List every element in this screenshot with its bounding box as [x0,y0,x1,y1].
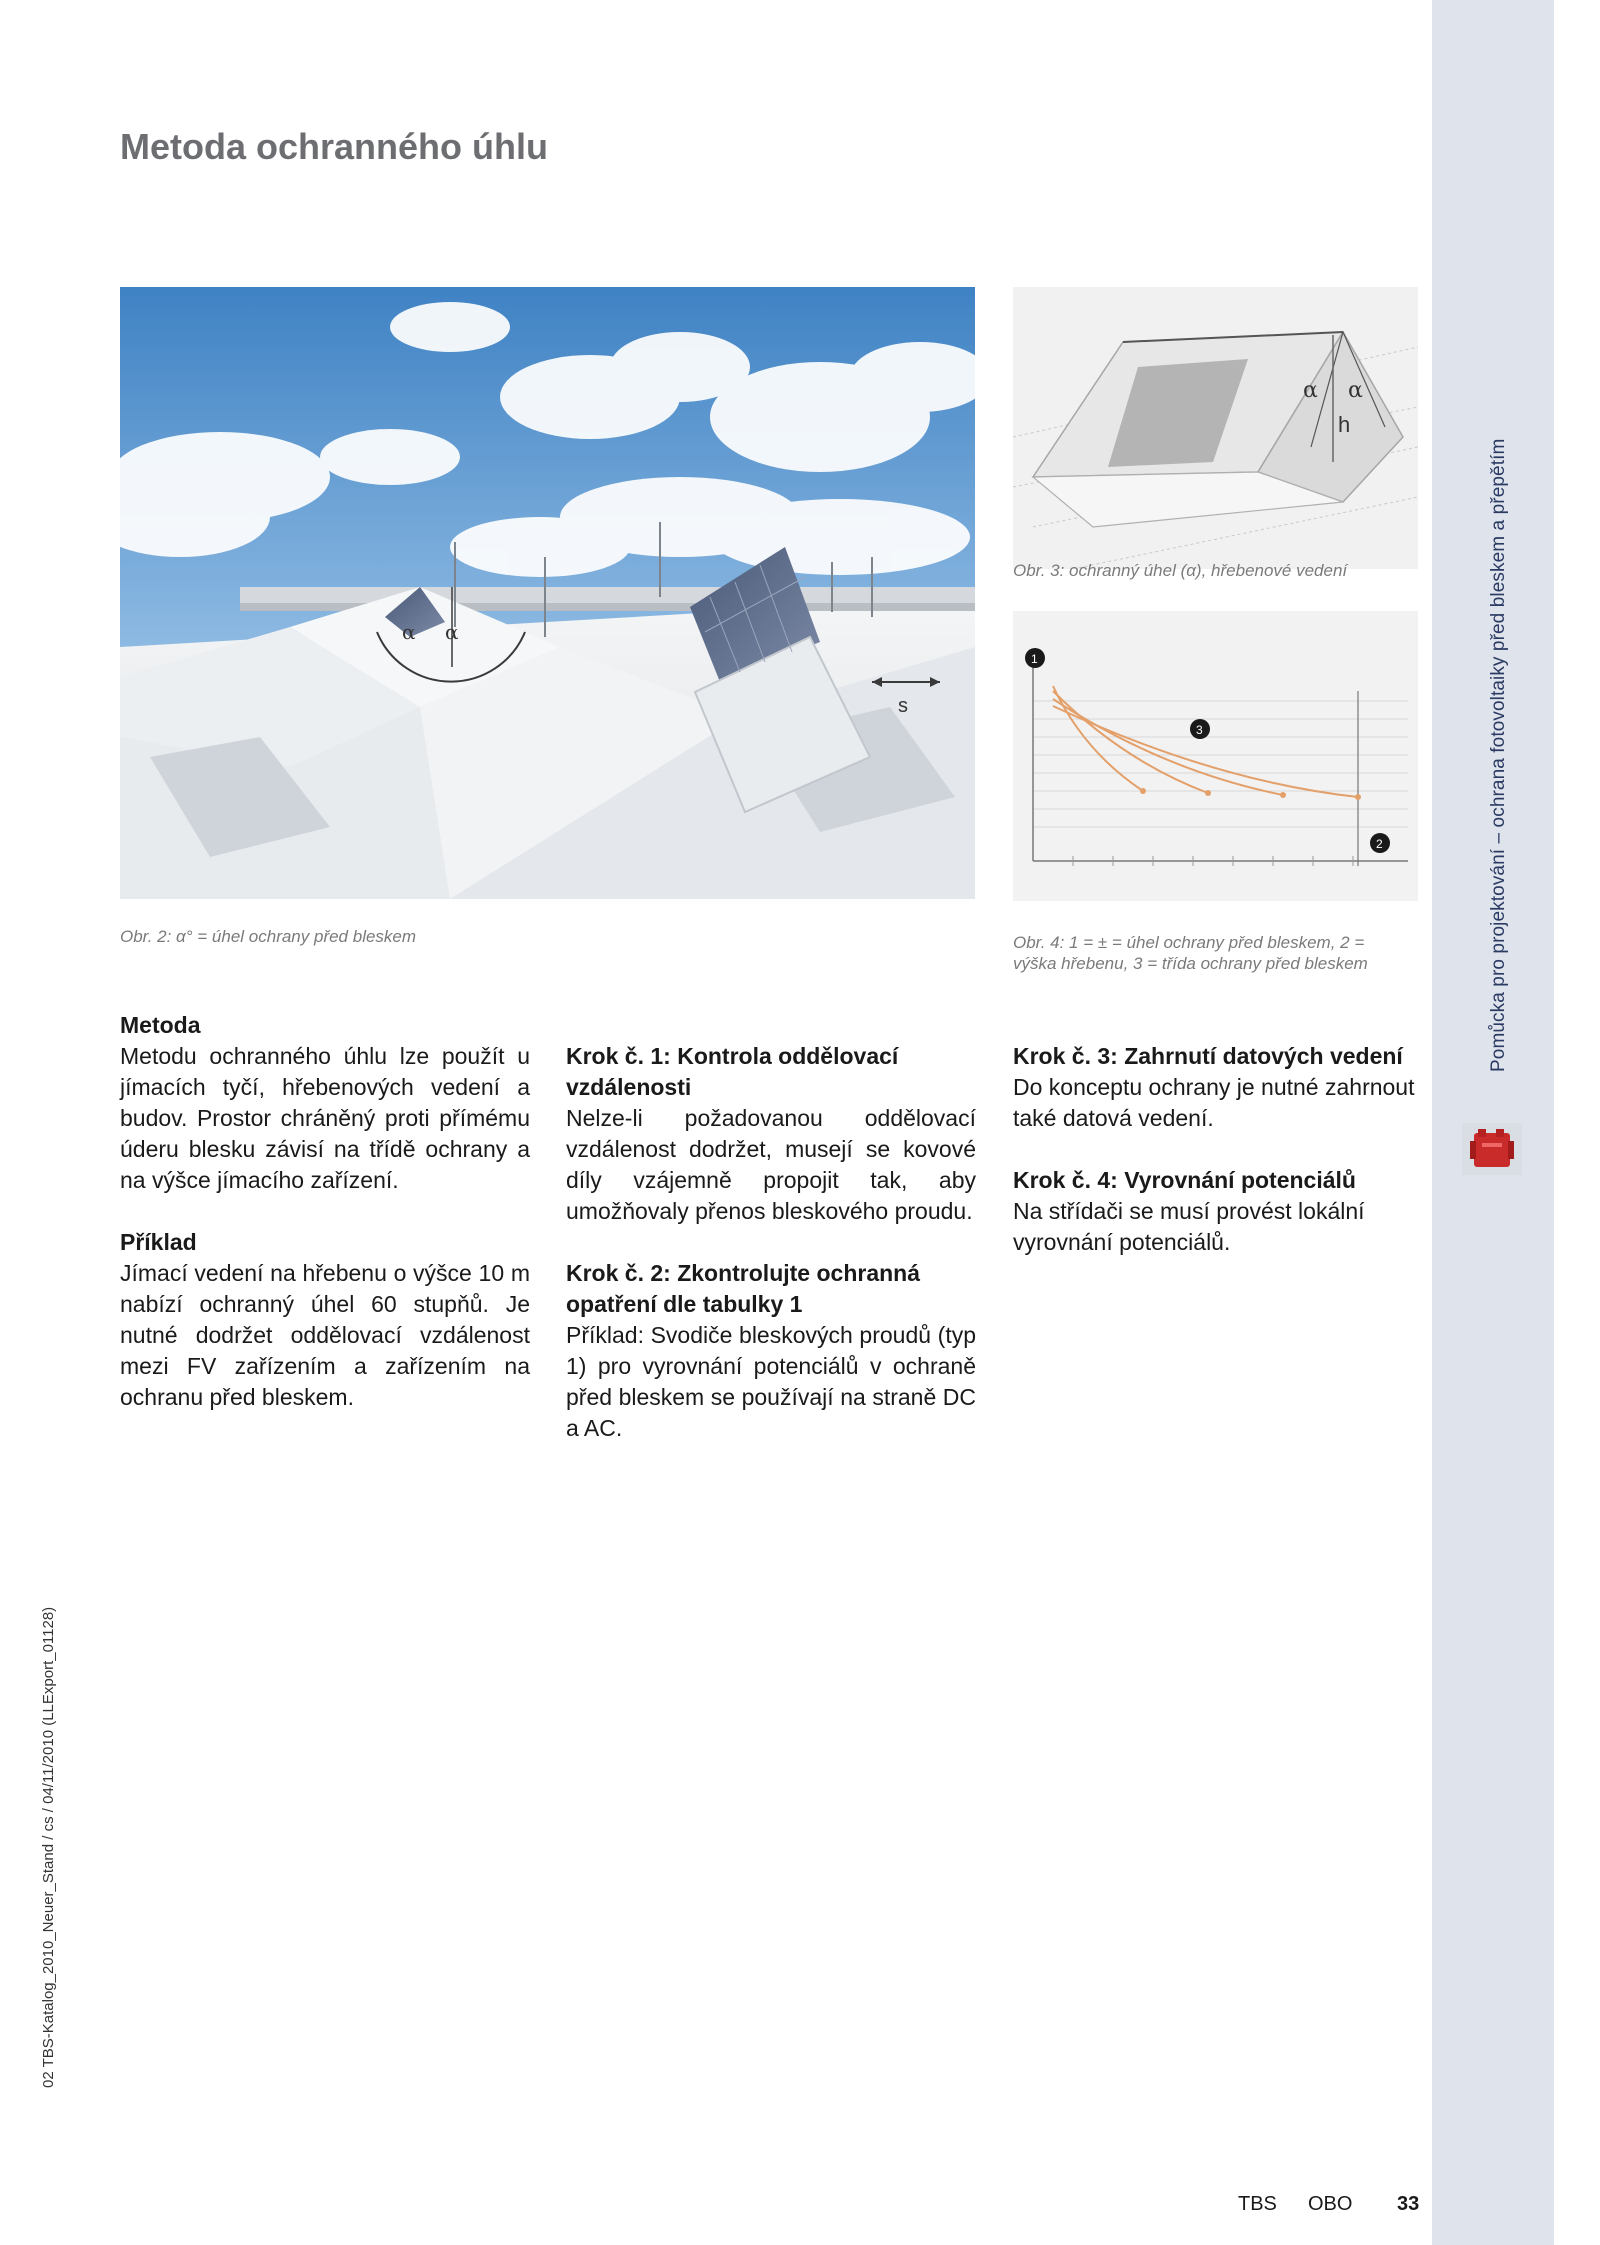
ridge-height-label: h [1338,412,1351,437]
example-heading: Příklad [120,1229,197,1255]
footer-brand-obo: OBO [1308,2193,1353,2215]
method-paragraph: Metodu ochranného úhlu lze použít u jímacích tyčí, hřebenových vedení a budov. Prostor chráněný proti přímému úderu blesku závisí na třídě ochrany a na výšce jímacího zařízení. [120,1043,530,1193]
figure-4-caption [1013,932,1368,974]
document-print-info: 02 TBS-Katalog_2010_Neuer_Stand / cs / 04/11/2010 (LLExport_01128) [40,1606,57,2088]
ridge-alpha-label-left: α [1303,378,1318,403]
figure-protection-angle-chart [1013,611,1418,901]
chart-marker-2: 2 [1376,837,1383,851]
page-number: 33 [1397,2193,1420,2215]
figure-4-caption-line2: výška hřebenu, 3 = třída ochrany před bleskem [1013,954,1368,973]
step-1-paragraph: Nelze-li požadovanou oddělovací vzdálenost dodržet, musejí se kovové díly vzájemně propojit tak, aby umožňovaly přenos bleskového proudu. [566,1105,976,1224]
method-heading: Metoda [120,1012,201,1038]
step-2-heading: Krok č. 2: Zkontrolujte ochranná opatření dle tabulky 1 [566,1260,920,1317]
chart-marker-3: 3 [1196,723,1203,737]
figure-2-caption: Obr. 2: α° = úhel ochrany před bleskem [120,927,417,946]
step-3-paragraph: Do konceptu ochrany je nutné zahrnout také datová vedení. [1013,1074,1415,1131]
page-title: Metoda ochranného úhlu [120,126,548,167]
example-paragraph: Jímací vedení na hřebenu o výšce 10 m nabízí ochranný úhel 60 stupňů. Je nutné dodržet oddělovací vzdálenost mezi FV zařízením a zařízením na ochranu před bleskem. [120,1260,530,1410]
text-column-2 [566,1041,976,1444]
step-1-heading: Krok č. 1: Kontrola oddělovací vzdálenosti [566,1043,899,1100]
separation-distance-label: s [898,695,908,717]
red-product-icon [1462,1123,1522,1175]
step-4-heading: Krok č. 4: Vyrovnání potenciálů [1013,1167,1356,1193]
figure-4-caption-line1: Obr. 4: 1 = ± = úhel ochrany před bleskem, 2 = [1013,933,1365,952]
ridge-alpha-label-right: α [1348,378,1363,403]
footer-brand-tbs: TBS [1238,2193,1277,2215]
step-4-paragraph: Na střídači se musí provést lokální vyrovnání potenciálů. [1013,1198,1365,1255]
figure-3-caption: Obr. 3: ochranný úhel (α), hřebenové vedení [1013,561,1348,580]
alpha-label-right: α [445,620,459,644]
step-3-heading: Krok č. 3: Zahrnutí datových vedení [1013,1043,1403,1069]
text-column-3 [1013,1041,1418,1258]
figure-ridge-conductor-sketch [1013,287,1418,569]
step-2-paragraph: Příklad: Svodiče bleskových proudů (typ 1) pro vyrovnání potenciálů v ochraně před bleskem se používají na straně DC a AC. [566,1322,976,1441]
side-section-title: Pomůcka pro projektování – ochrana fotovoltaiky před bleskem a přepětím [1488,438,1509,1072]
figure-rooftop-pv-photo [120,287,975,899]
alpha-label-left: α [402,620,416,644]
text-column-1 [120,1010,530,1413]
chart-marker-1: 1 [1031,652,1038,666]
